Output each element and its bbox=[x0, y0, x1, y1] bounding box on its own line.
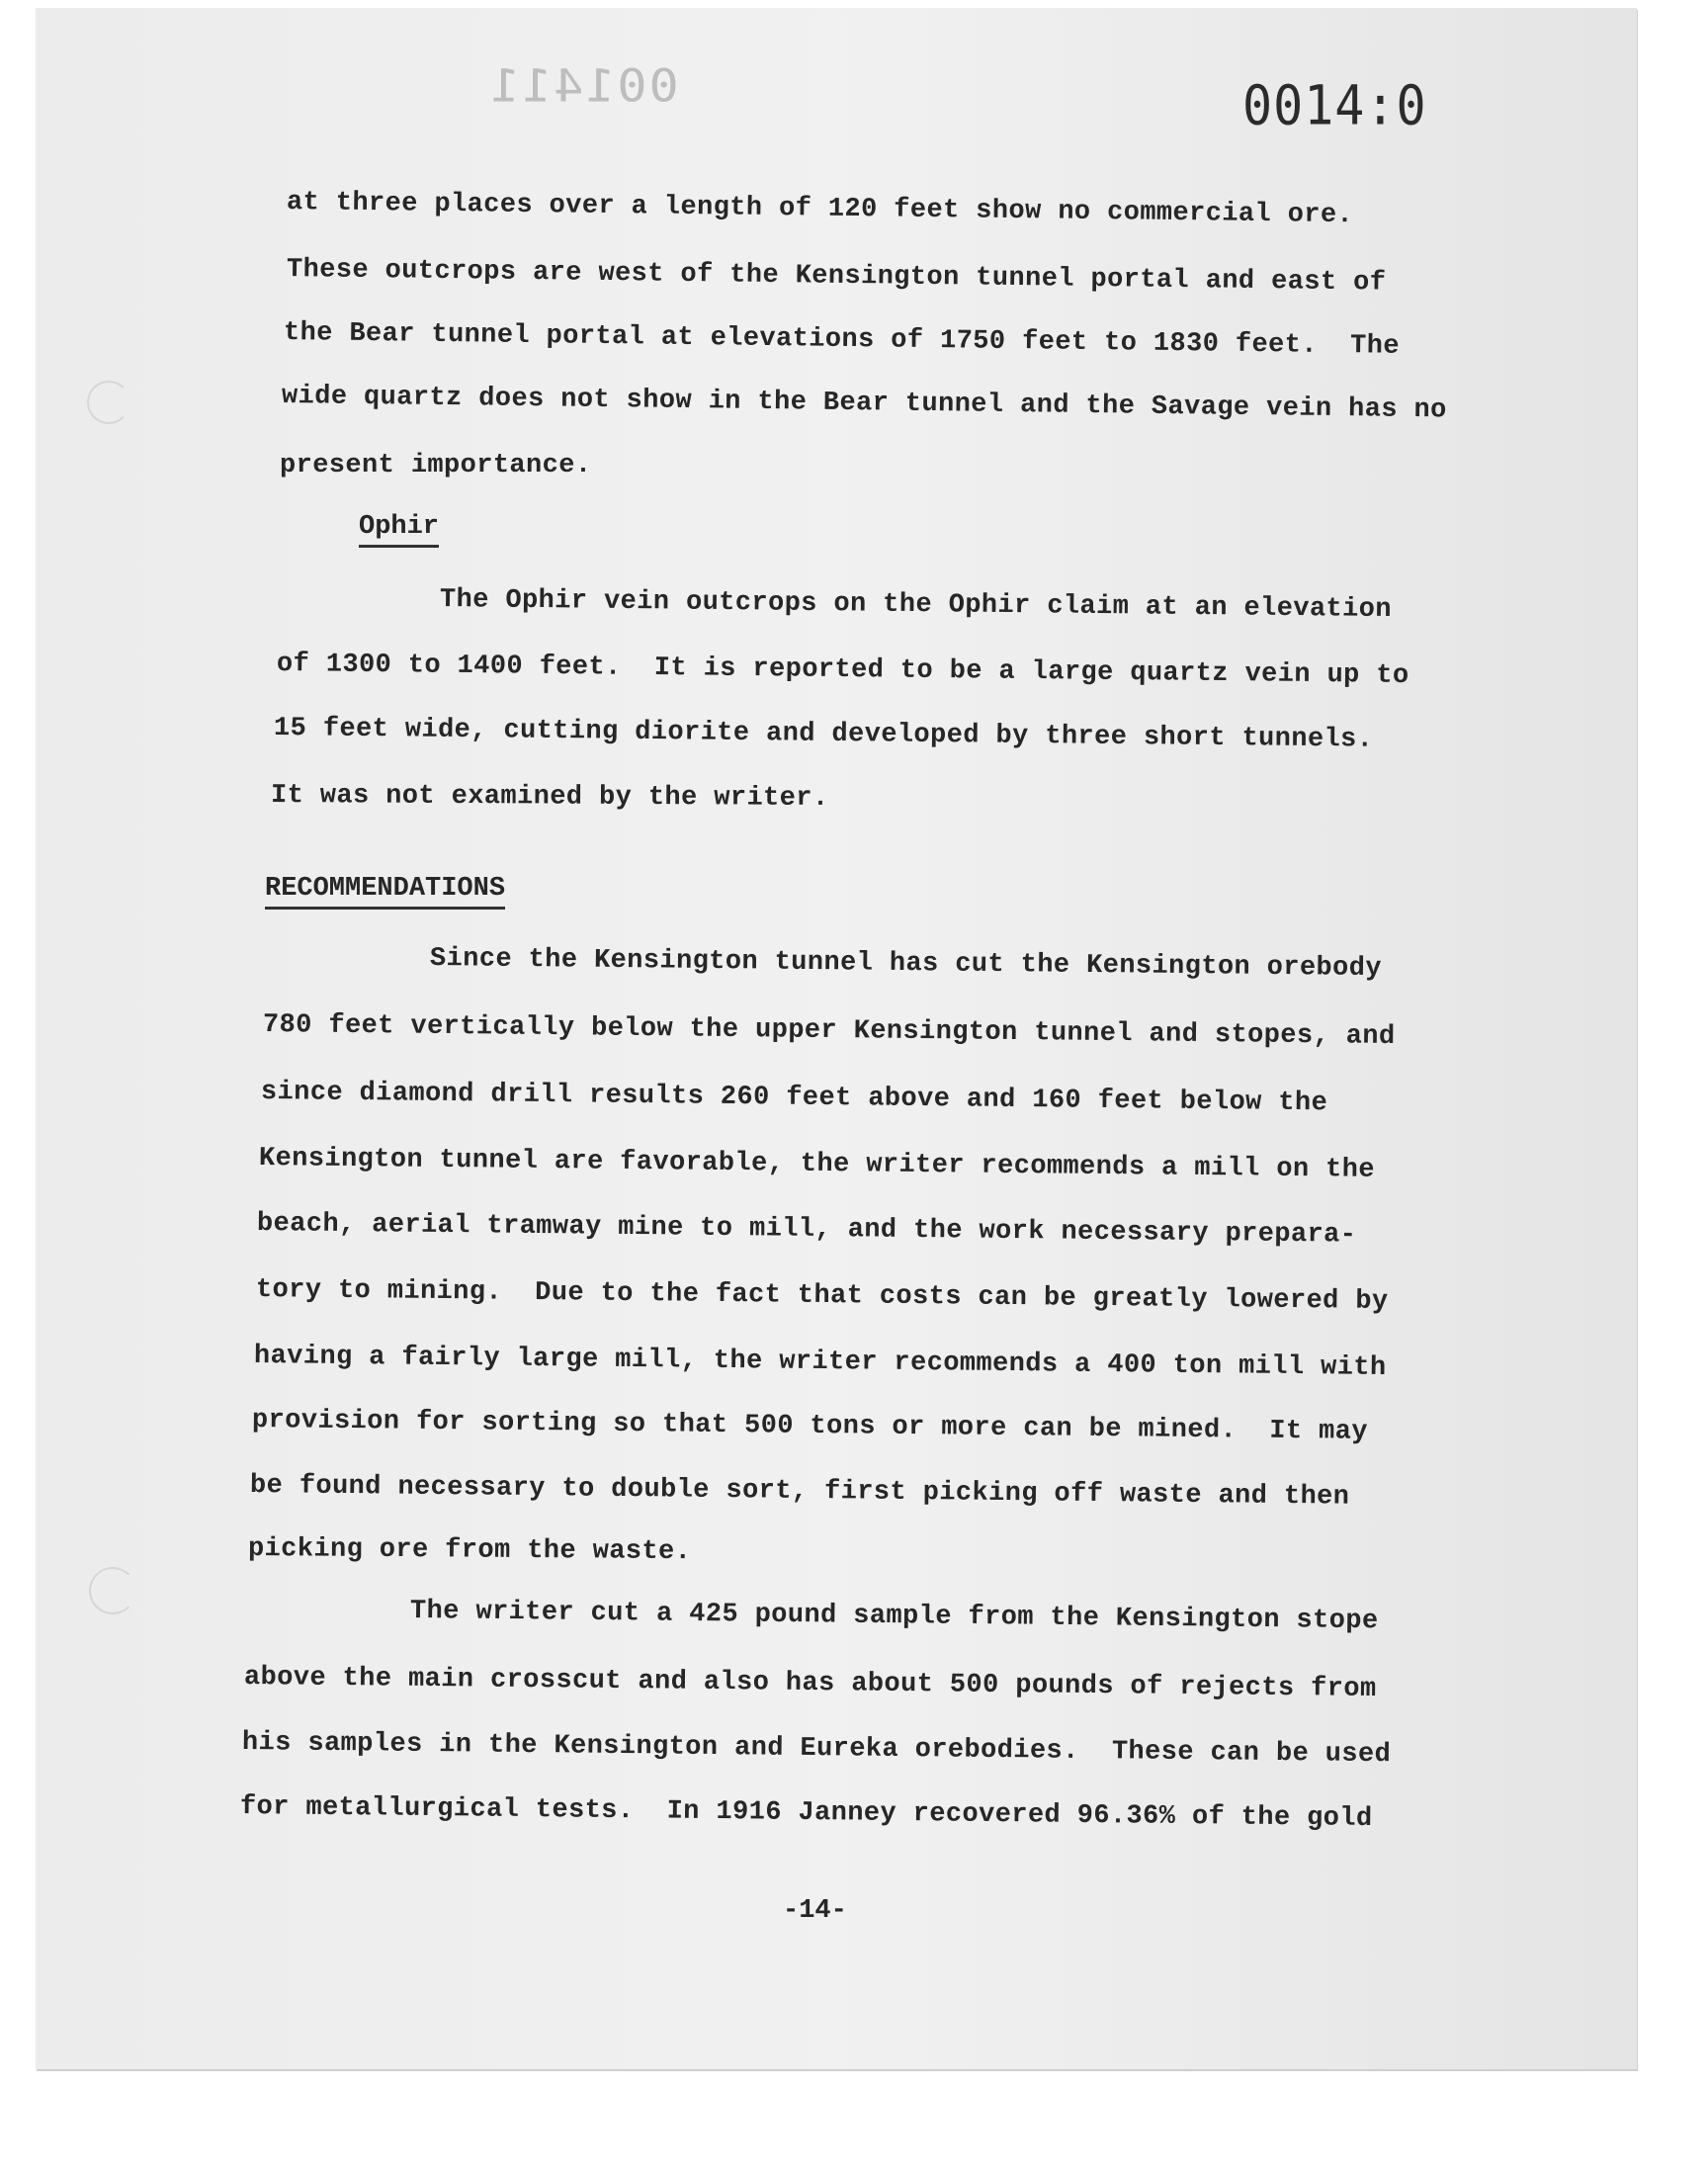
body-line: for metallurgical tests. In 1916 Janney recovered 96.36% of the gold bbox=[239, 1792, 1373, 1834]
document-id-stamp: 0014:0 bbox=[1242, 74, 1427, 137]
body-line: above the main crosscut and also has about 500 pounds of rejects from bbox=[243, 1663, 1377, 1704]
body-line: The Ophir vein outcrops on the Ophir claim at an elevation bbox=[439, 585, 1393, 626]
body-line: Kensington tunnel are favorable, the writer recommends a mill on the bbox=[258, 1144, 1376, 1185]
body-line: picking ore from the waste. bbox=[247, 1534, 692, 1568]
body-line: 15 feet wide, cutting diorite and developed by three short tunnels. bbox=[273, 714, 1374, 755]
body-line: tory to mining. Due to the fact that costs can be greatly lowered by bbox=[255, 1275, 1389, 1317]
body-line: present importance. bbox=[280, 451, 592, 480]
body-line: having a fairly large mill, the writer recommends a 400 ton mill with bbox=[253, 1342, 1387, 1383]
body-line: the Bear tunnel portal at elevations of 1750 feet to 1830 feet. The bbox=[283, 318, 1401, 362]
body-line: his samples in the Kensington and Eureka orebodies. These can be used bbox=[241, 1728, 1392, 1771]
section-heading-ophir: Ophir bbox=[359, 512, 439, 548]
body-line: 780 feet vertically below the upper Kensington tunnel and stopes, and bbox=[262, 1010, 1396, 1052]
faint-stamp-mark: 001411 bbox=[488, 59, 679, 113]
punch-hole-mark bbox=[87, 381, 130, 424]
punch-hole-mark bbox=[89, 1567, 136, 1614]
body-line: provision for sorting so that 500 tons or more can be mined. It may bbox=[251, 1406, 1369, 1447]
body-line: of 1300 to 1400 feet. It is reported to be a large quartz vein up to bbox=[276, 650, 1409, 691]
body-line: wide quartz does not show in the Bear tunnel and the Savage vein has no bbox=[281, 382, 1447, 426]
body-line: The writer cut a 425 pound sample from the Kensington stope bbox=[409, 1597, 1379, 1637]
body-line: These outcrops are west of the Kensington tunnel portal and east of bbox=[286, 255, 1387, 299]
body-line: It was not examined by the writer. bbox=[270, 781, 829, 814]
page-number: -14- bbox=[783, 1896, 847, 1926]
body-line: since diamond drill results 260 feet above and 160 feet below the bbox=[260, 1078, 1328, 1119]
body-line: beach, aerial tramway mine to mill, and the work necessary prepara- bbox=[256, 1209, 1357, 1251]
body-line: be found necessary to double sort, first picking off waste and then bbox=[249, 1471, 1350, 1513]
body-line: at three places over a length of 120 feet show no commercial ore. bbox=[286, 188, 1354, 231]
section-heading-recommendations: RECOMMENDATIONS bbox=[265, 874, 505, 910]
body-line: Since the Kensington tunnel has cut the Kensington orebody bbox=[429, 944, 1383, 985]
